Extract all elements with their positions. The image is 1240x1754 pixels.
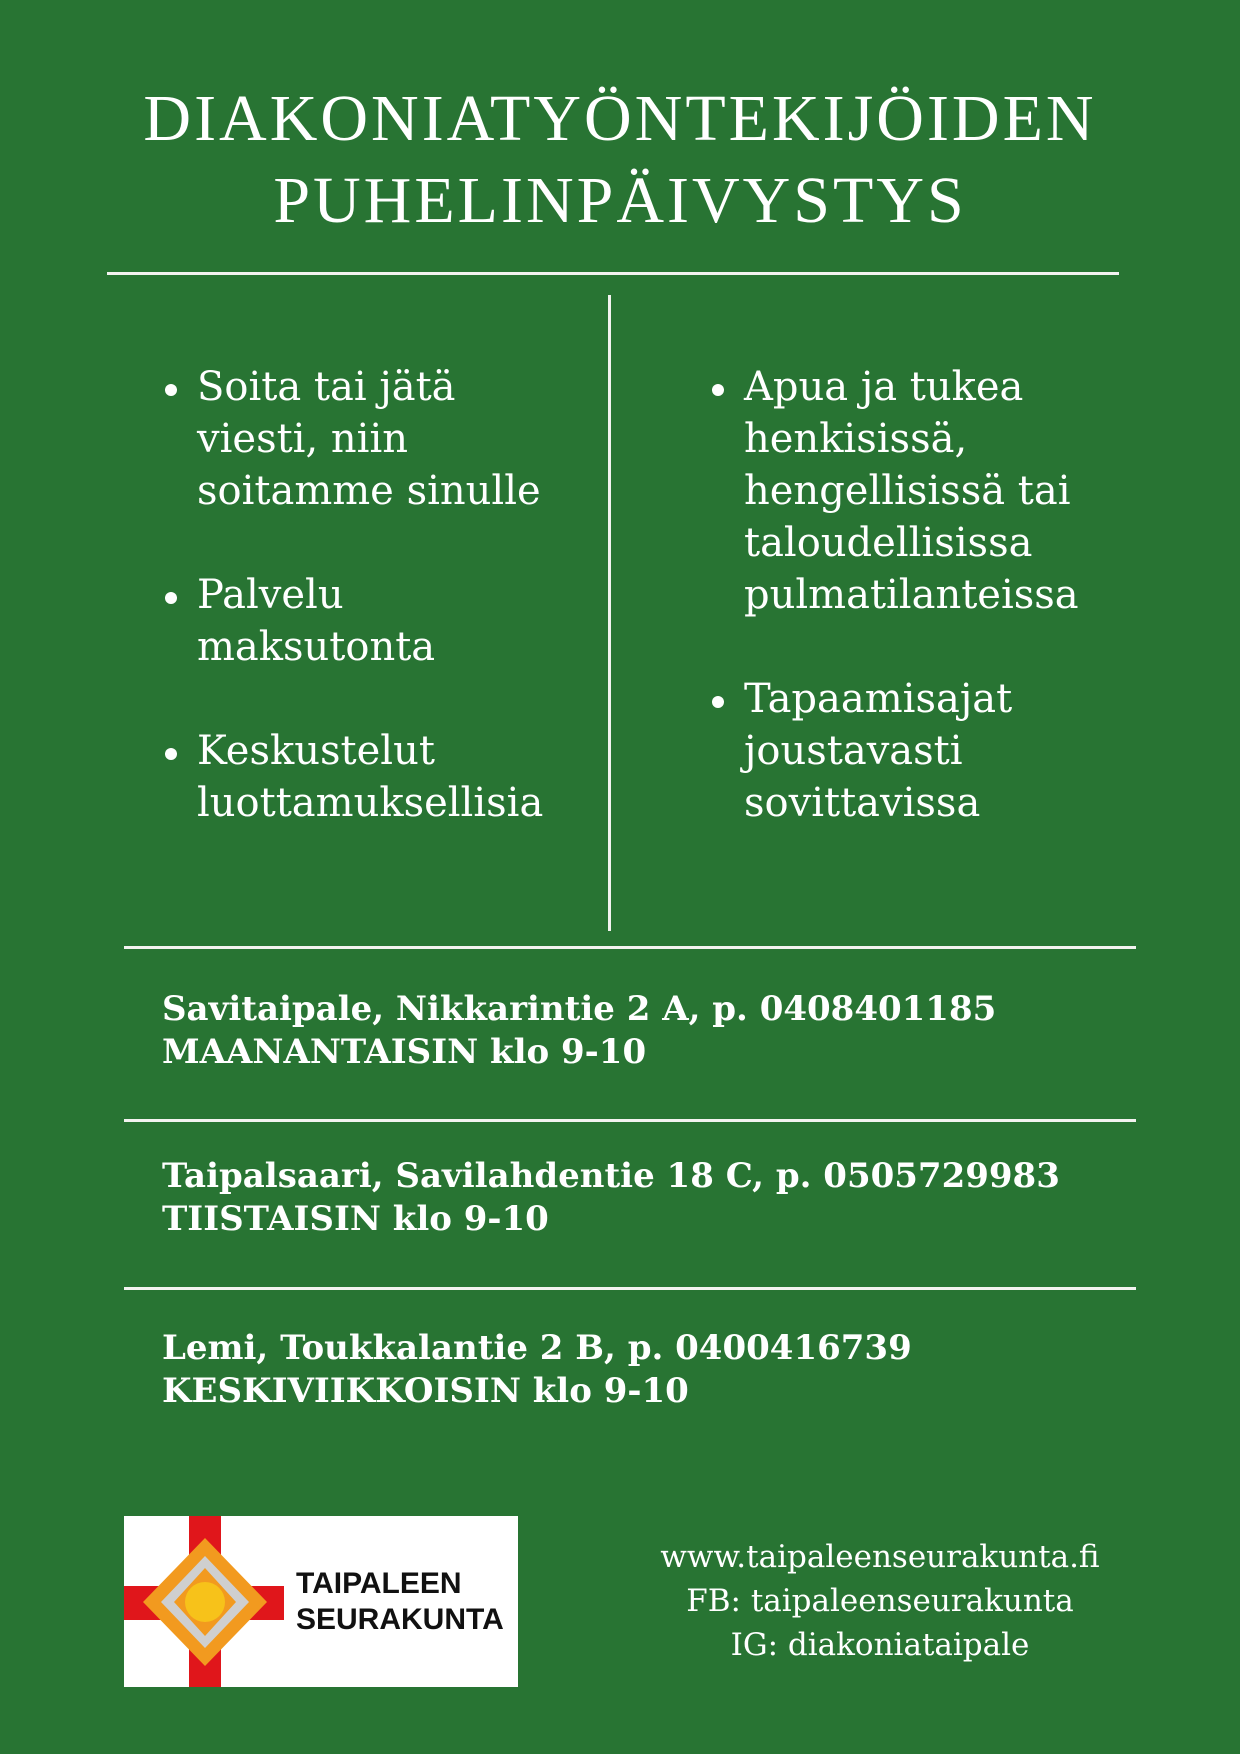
instagram-link[interactable]: IG: diakoniataipale bbox=[730, 1627, 1030, 1663]
contact-divider bbox=[124, 1119, 1136, 1122]
parish-logo bbox=[124, 1516, 518, 1687]
facebook-link[interactable]: FB: taipaleenseurakunta bbox=[686, 1583, 1074, 1619]
bullet-item: Palvelu maksutonta bbox=[160, 569, 600, 673]
bullet-item: Keskustelut luottamuksellisia bbox=[160, 725, 600, 829]
contact-divider bbox=[124, 1287, 1136, 1290]
contact-links bbox=[630, 1535, 1130, 1667]
right-bullet-list bbox=[707, 361, 1167, 881]
page-title bbox=[60, 78, 1180, 242]
contact-hours: MAANANTAISIN klo 9-10 bbox=[162, 1032, 647, 1072]
website-link[interactable]: www.taipaleenseurakunta.fi bbox=[660, 1539, 1100, 1575]
parish-cross-emblem-icon bbox=[124, 1516, 284, 1687]
title-line-2: PUHELINPÄIVYSTYS bbox=[273, 164, 967, 237]
column-divider bbox=[608, 295, 611, 931]
bullet-item: Tapaamisajat joustavasti sovittavissa bbox=[707, 673, 1167, 829]
contacts-top-divider bbox=[124, 946, 1136, 949]
contact-hours: KESKIVIIKKOISIN klo 9-10 bbox=[162, 1371, 689, 1411]
contact-address: Lemi, Toukkalantie 2 B, p. 0400416739 bbox=[162, 1328, 912, 1368]
contact-address: Taipalsaari, Savilahdentie 18 C, p. 0505729983 bbox=[162, 1156, 1060, 1196]
title-divider bbox=[107, 272, 1119, 275]
contact-savitaipale bbox=[162, 988, 1122, 1074]
contact-lemi bbox=[162, 1327, 1122, 1413]
bullet-item: Apua ja tukea henkisissä, hengellisissä tai taloudellisissa pulmatilanteissa bbox=[707, 361, 1167, 621]
logo-line-2: SEURAKUNTA bbox=[296, 1603, 504, 1636]
logo-line-1: TAIPALEEN bbox=[296, 1567, 462, 1600]
contact-taipalsaari bbox=[162, 1155, 1122, 1241]
title-line-1: DIAKONIATYÖNTEKIJÖIDEN bbox=[143, 82, 1097, 155]
contact-address: Savitaipale, Nikkarintie 2 A, p. 0408401185 bbox=[162, 989, 997, 1029]
left-bullet-list bbox=[160, 361, 600, 881]
bullet-item: Soita tai jätä viesti, niin soitamme sinulle bbox=[160, 361, 600, 517]
logo-wordmark bbox=[296, 1566, 504, 1638]
contact-hours: TIISTAISIN klo 9-10 bbox=[162, 1199, 549, 1239]
